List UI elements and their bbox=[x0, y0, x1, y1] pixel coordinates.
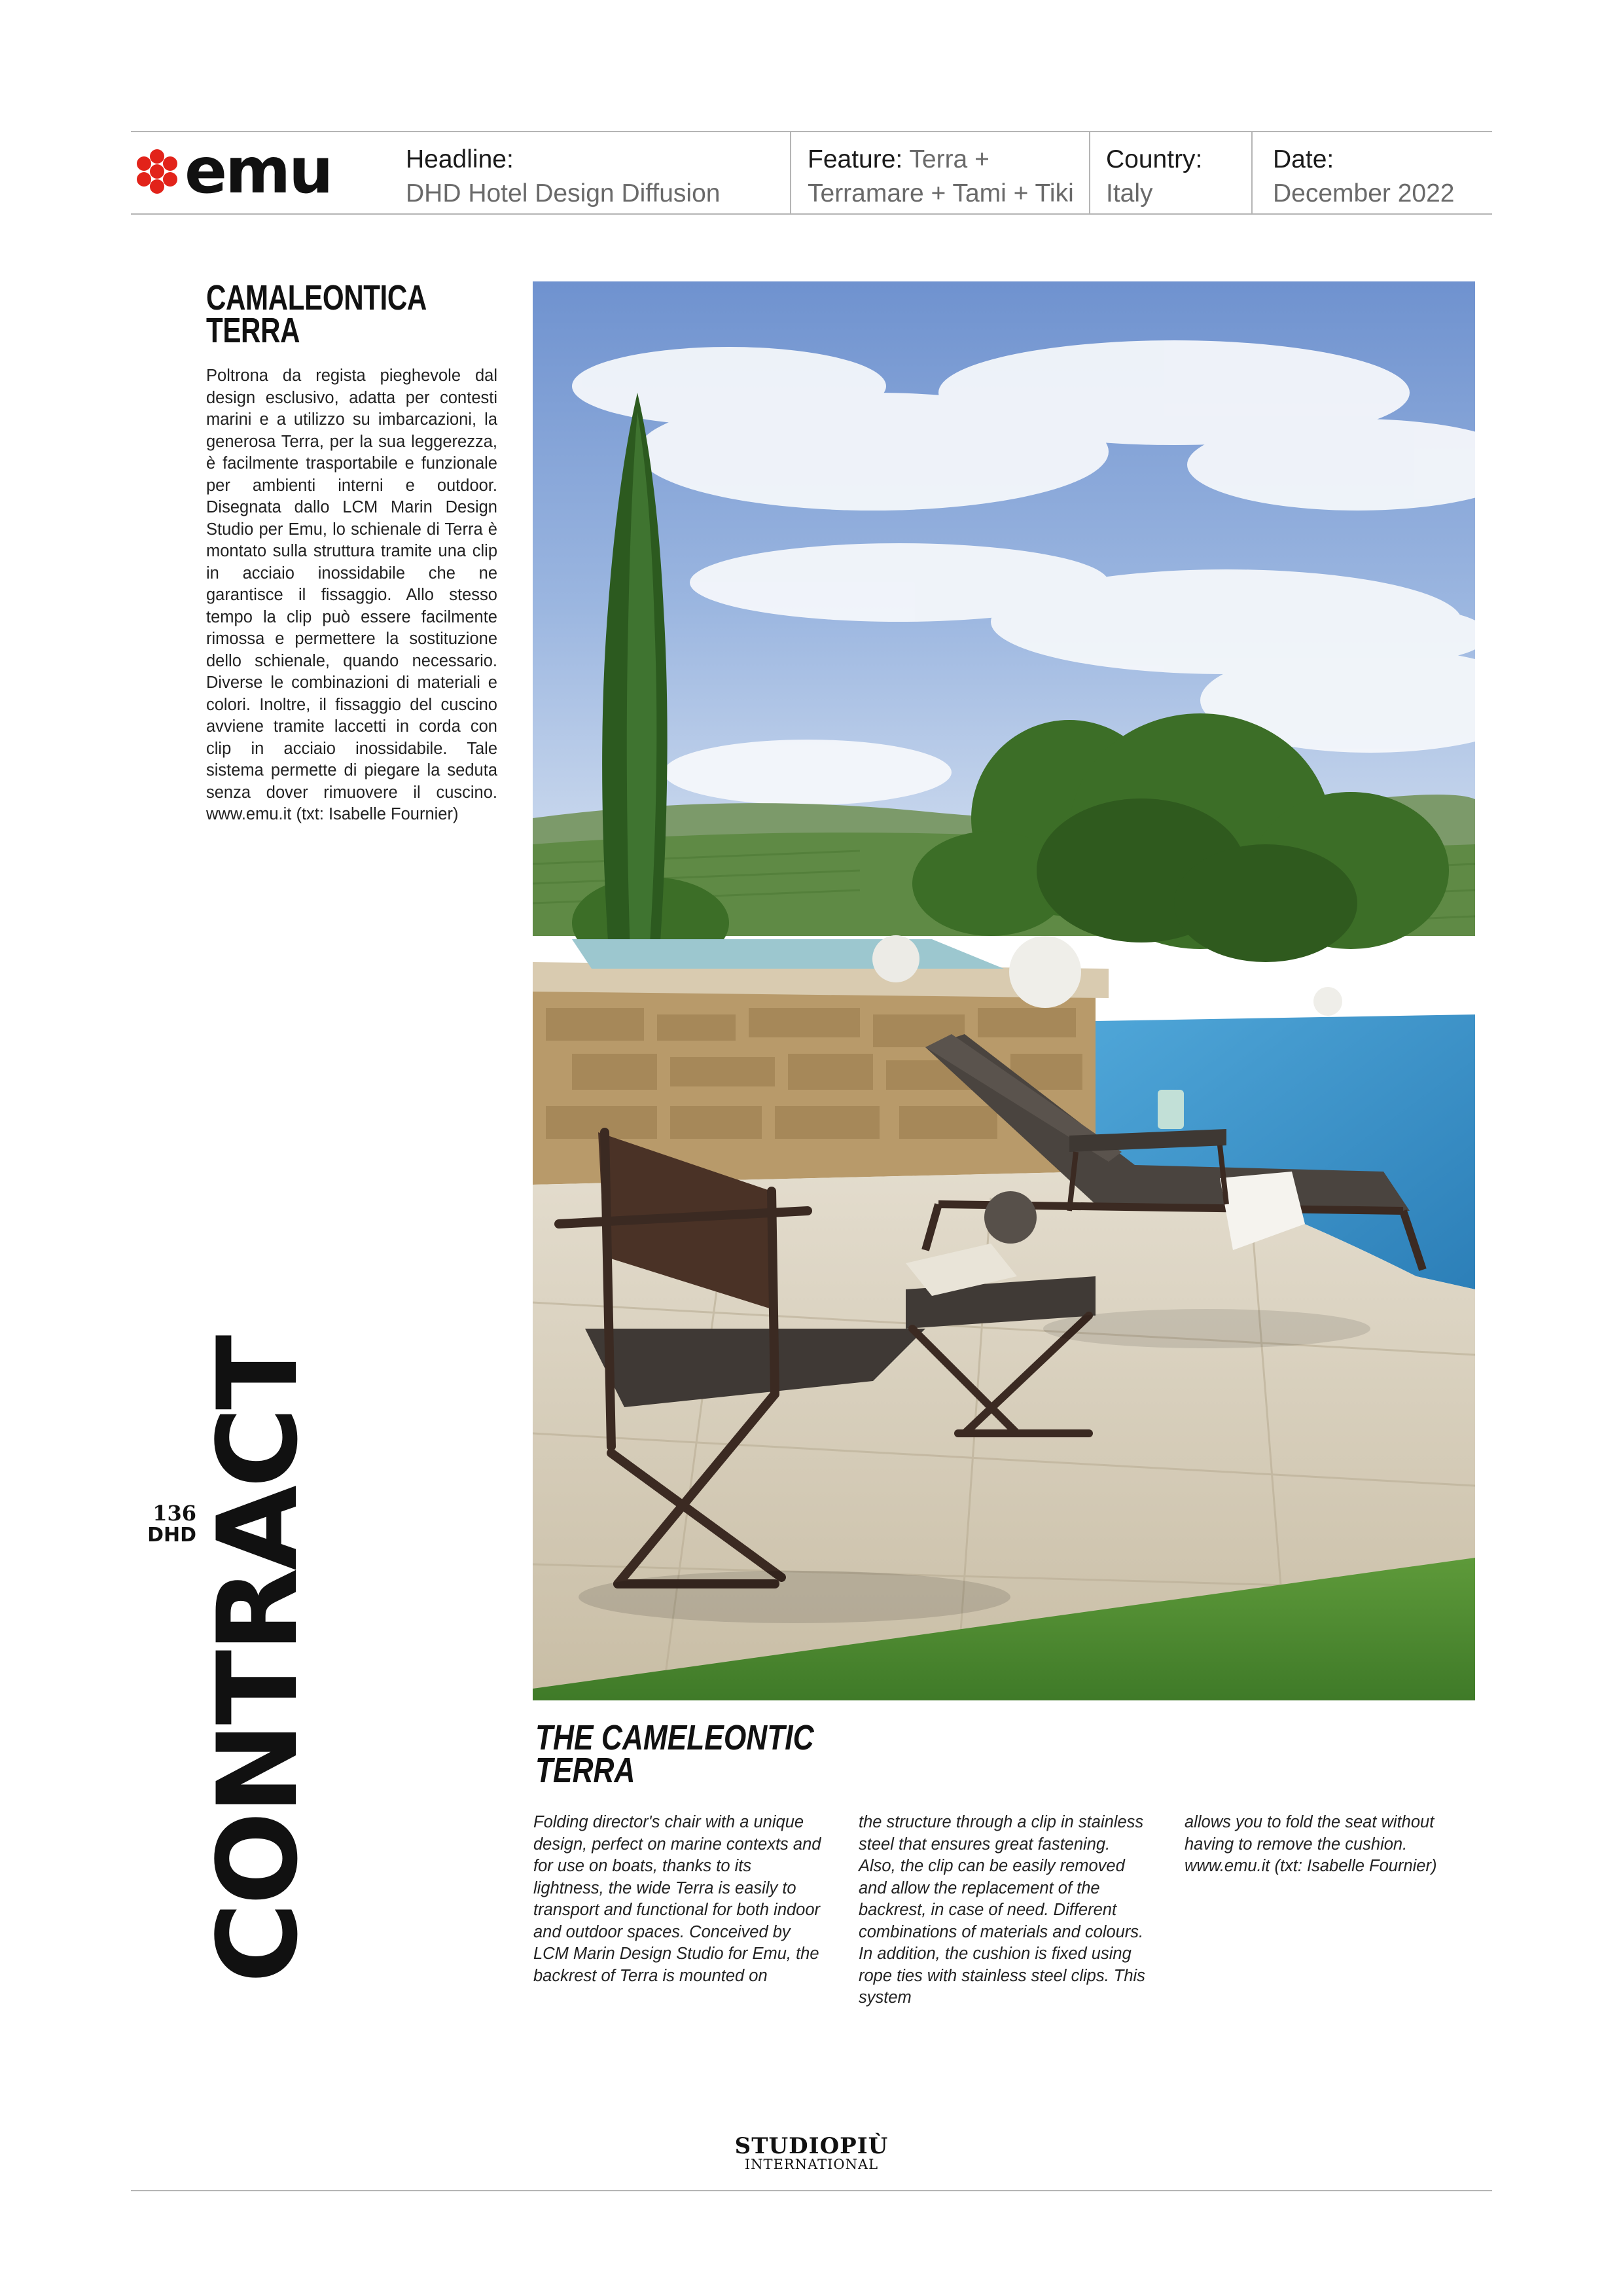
flower-icon bbox=[137, 149, 177, 194]
country-value: Italy bbox=[1106, 179, 1153, 207]
headline-label: Headline: bbox=[406, 145, 514, 173]
english-column-2 bbox=[859, 1812, 1147, 2009]
english-column-3-text: allows you to fold the seat without having to remove the cushion. www.emu.it (txt: Isabelle Fournier) bbox=[1185, 1813, 1437, 1875]
english-column-1 bbox=[533, 1812, 821, 1987]
section-title-contract: CONTRACT bbox=[194, 1337, 322, 1983]
header-separator bbox=[1089, 132, 1090, 213]
italian-title-line2: TERRA bbox=[206, 311, 300, 350]
country-cell bbox=[1106, 143, 1202, 211]
country-label: Country: bbox=[1106, 145, 1203, 173]
footer-rule bbox=[131, 2190, 1492, 2191]
italian-title bbox=[206, 278, 441, 350]
english-title-line1: THE CAMELEONTIC bbox=[535, 1718, 814, 1757]
italian-body: Poltrona da regista pieghevole dal design esclusivo, adatta per contesti marini e a utilizzo su imbarcazioni, la generosa Terra, per la sua leggerezza, è facilmente trasportabile e funzionale per ambienti interni e outdoor. Disegnata dallo LCM Marin Design Studio per Emu, lo schienale di Terra è montato sulla struttura tramite una clip in acciaio inossidabile che ne garantisce il fissaggio. Allo stesso tempo la clip può essere facilmente rimossa e permettere la sostituzione dello schienale, quando necessario. Diverse le combinazioni di materiali e colori. Inoltre, il fissaggio del cuscino avviene tramite laccetti in corda con clip in acciaio inossidabile. Tale sistema permette di piegare la seduta senza dover rimuovere il cuscino. www.emu.it (txt: Isabelle Fournier) bbox=[206, 367, 497, 823]
product-photo bbox=[533, 281, 1475, 1700]
header-separator bbox=[1251, 132, 1253, 213]
english-column-2-text: the structure through a clip in stainless steel that ensures great fastening. Also, the clip can be easily removed and allow the replacement of the backrest, in case of need. Different combinations of materials and colours. In addition, the cushion is fixed using rope ties with stainless steel clips. This system bbox=[859, 1813, 1145, 2007]
english-column-3 bbox=[1185, 1812, 1472, 1878]
feature-value: Terra + bbox=[909, 145, 990, 173]
english-title bbox=[535, 1718, 814, 1790]
header-bottom-rule bbox=[131, 213, 1492, 215]
header-separator bbox=[790, 132, 791, 213]
emu-logo bbox=[131, 139, 353, 204]
feature-label: Feature: bbox=[808, 145, 903, 173]
page-number-block bbox=[140, 1502, 196, 1547]
date-label: Date: bbox=[1273, 145, 1334, 173]
header-top-rule bbox=[131, 131, 1492, 132]
publisher-logo bbox=[720, 2135, 903, 2172]
brand-wordmark: emu bbox=[185, 139, 332, 204]
date-value: December 2022 bbox=[1273, 179, 1455, 207]
page-number: 136 bbox=[152, 1501, 196, 1526]
magazine-name: DHD bbox=[147, 1524, 196, 1547]
publisher-line1: STUDIOPIÙ bbox=[734, 2133, 889, 2159]
headline-cell bbox=[406, 143, 720, 211]
headline-value: DHD Hotel Design Diffusion bbox=[406, 179, 721, 207]
publisher-line2: INTERNATIONAL bbox=[744, 2157, 879, 2172]
feature-cell bbox=[808, 143, 1074, 211]
date-cell bbox=[1273, 143, 1455, 211]
feature-value-line2: Terramare + Tami + Tiki bbox=[808, 179, 1074, 207]
italian-title-line1: CAMALEONTICA bbox=[206, 278, 427, 317]
english-title-line2: TERRA bbox=[535, 1751, 635, 1790]
english-column-1-text: Folding director's chair with a unique design, perfect on marine contexts and for use on boats, thanks to its lightness, the wide Terra is easily to transport and functional for both indoor and outdoor spaces. Conceived by LCM Marin Design Studio for Emu, the backrest of Terra is mounted on bbox=[533, 1813, 821, 1985]
